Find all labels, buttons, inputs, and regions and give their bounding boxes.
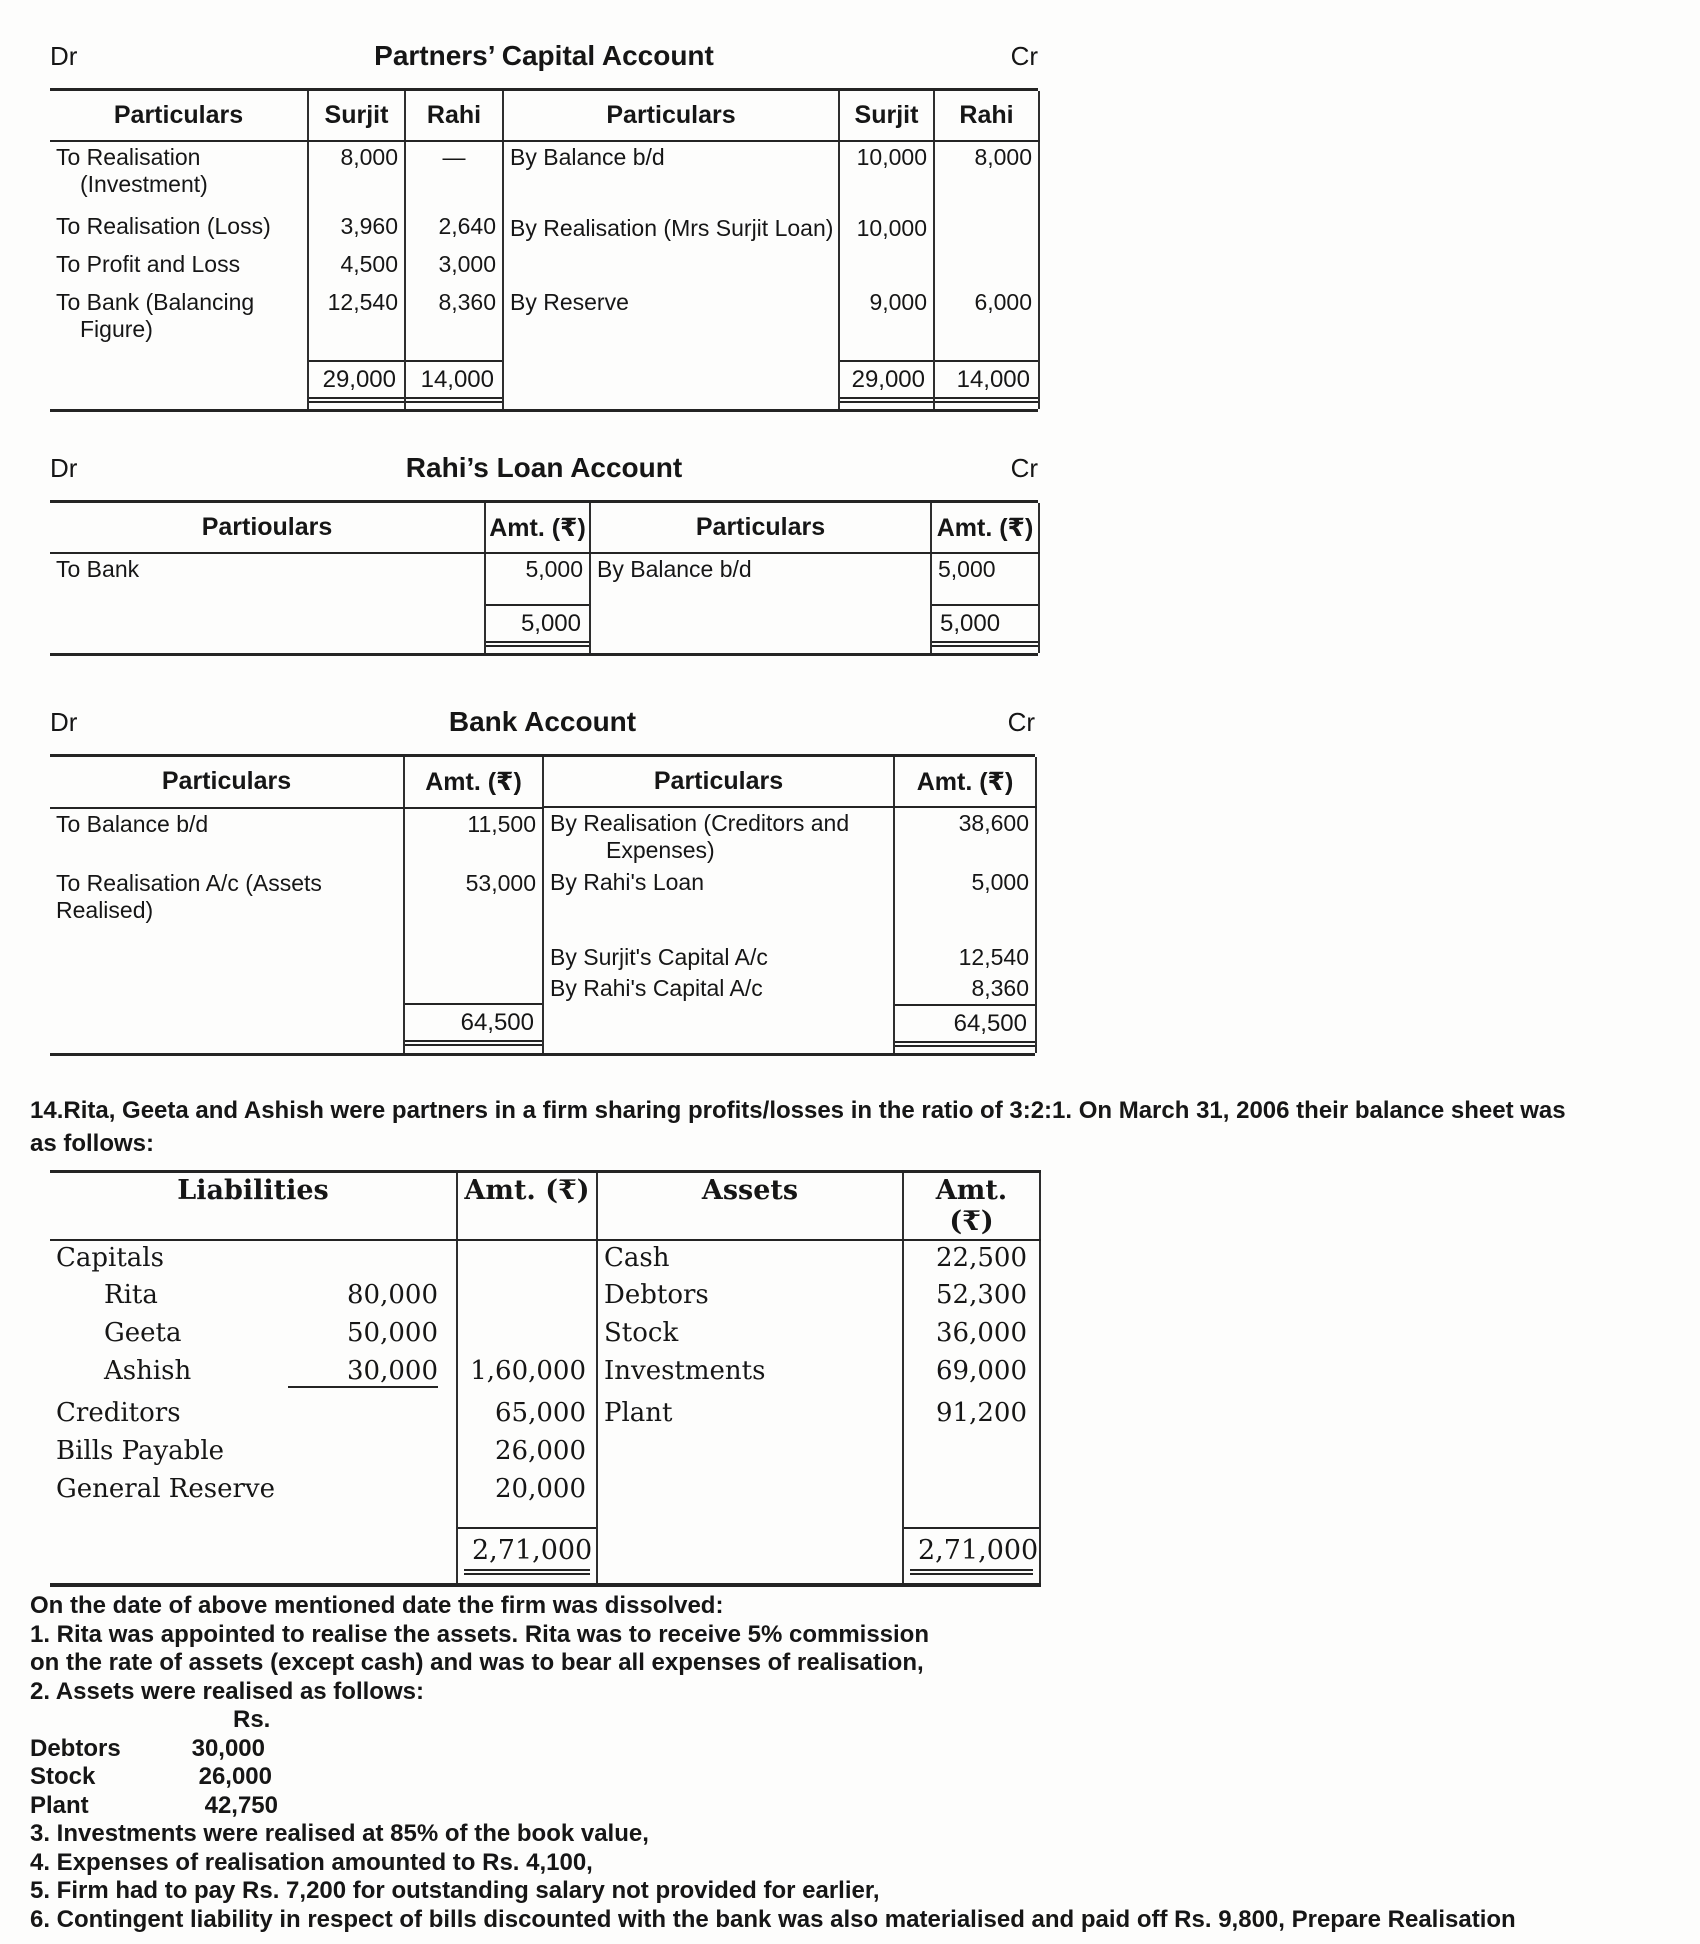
table-row — [544, 942, 1036, 973]
bank-account-section — [50, 706, 1035, 1056]
amount-cell: 5,000 — [931, 553, 1039, 605]
bank-credit-header-row — [544, 757, 1036, 807]
sub-amount: 50,000 — [347, 1318, 438, 1348]
spacer-cell — [504, 250, 839, 287]
loan-account-title: Rahi’s Loan Account — [405, 452, 683, 483]
table-row — [50, 211, 503, 249]
amount-cell: 22,500 — [903, 1240, 1040, 1278]
loan-debit-side — [50, 503, 591, 653]
capital-debit-header-row — [50, 91, 503, 141]
liability-label: Geeta 50,000 — [50, 1316, 457, 1354]
table-row — [50, 1396, 1040, 1434]
loan-credit-side — [591, 503, 1040, 653]
amount-cell: 26,000 — [457, 1434, 597, 1472]
table-row — [504, 213, 1039, 250]
total-amount-cell — [934, 361, 1039, 409]
cr-label: Cr — [1010, 41, 1038, 71]
balance-sheet-header-row — [50, 1172, 1040, 1241]
note-3: 3. Investments were realised at 85% of the book value, — [30, 1820, 649, 1847]
bank-credit-side — [544, 757, 1037, 1053]
note-6: 6. Contingent liability in respect of bills discounted with the bank was also materialised and paid off Rs. 9,800, Prepare Realisation — [30, 1905, 1516, 1933]
amount-cell: 91,200 — [903, 1396, 1040, 1434]
rs-column-header: Rs. — [233, 1706, 271, 1733]
row-label: By Realisation (Mrs Surjit Loan) — [504, 213, 839, 250]
column-header-amount: Amt. (₹) — [457, 1172, 597, 1241]
column-header-amount: Amt. (₹) — [485, 503, 590, 553]
total-amount-cell — [903, 1528, 1040, 1585]
amount-cell: 69,000 — [903, 1354, 1040, 1396]
row-label: To Realisation (Loss) — [50, 211, 308, 249]
table-row — [50, 553, 590, 605]
spacer-row — [50, 1510, 1040, 1528]
loan-account-caption — [50, 452, 1038, 484]
table-row — [504, 287, 1039, 331]
realised-row-debtors: Debtors 30,000 — [30, 1734, 265, 1762]
amount-cell: 9,000 — [839, 287, 934, 331]
note-dissolved: On the date of above mentioned date the firm was dissolved: — [30, 1592, 724, 1619]
amount-cell — [457, 1278, 597, 1316]
table-row — [591, 553, 1039, 605]
column-header-rahi: Rahi — [405, 91, 503, 141]
amount-cell — [903, 1472, 1040, 1510]
asset-label: Plant — [597, 1396, 903, 1434]
balance-sheet-table — [50, 1170, 1041, 1587]
amount-cell: 1,60,000 — [457, 1354, 597, 1396]
total-amount-cell — [485, 605, 590, 653]
amount-cell: 53,000 — [404, 868, 543, 944]
spacer-cell — [934, 250, 1039, 287]
total-amount: 64,500 — [895, 1006, 1035, 1047]
column-header-particulars: Particulars — [50, 757, 404, 808]
total-amount-cell — [457, 1528, 597, 1585]
spacer-cell — [50, 605, 485, 653]
row-label: By Balance b/d — [591, 553, 931, 605]
total-row — [591, 605, 1039, 653]
table-row — [50, 249, 503, 287]
amount-cell: 12,540 — [308, 287, 405, 361]
loan-account-table — [50, 500, 1038, 656]
spacer-cell — [504, 181, 839, 213]
column-header-amount: Amt. (₹) — [931, 503, 1039, 553]
cr-label: Cr — [1010, 453, 1038, 483]
bank-account-table — [50, 754, 1035, 1056]
column-header-surjit: Surjit — [839, 91, 934, 141]
column-header-particulars: Particulars — [504, 91, 839, 141]
amount-cell: — — [405, 141, 503, 211]
capital-account-title: Partners’ Capital Account — [374, 40, 714, 71]
capital-credit-header-row — [504, 91, 1039, 141]
total-amount-cell — [308, 361, 405, 409]
spacer-cell — [934, 181, 1039, 213]
total-row — [50, 361, 503, 409]
capital-debit-side — [50, 91, 504, 409]
table-row — [504, 141, 1039, 181]
column-header-liabilities: Liabilities — [50, 1172, 457, 1241]
cr-label: Cr — [1007, 707, 1035, 737]
spacer-row — [504, 181, 1039, 213]
total-amount: 29,000 — [840, 362, 933, 403]
bank-account-caption — [50, 706, 1035, 738]
table-row — [50, 1434, 1040, 1472]
spacer-cell — [591, 605, 931, 653]
spacer-cell — [903, 1510, 1040, 1528]
column-header-particulars: Particulars — [544, 757, 894, 807]
column-header-amount: Amt. (₹) — [894, 757, 1036, 807]
amount-cell: 11,500 — [404, 808, 543, 869]
balance-sheet-section — [50, 1170, 1041, 1587]
column-header-particulars: Partioulars — [50, 503, 485, 553]
table-row — [50, 1316, 1040, 1354]
table-row — [50, 868, 543, 944]
note-1-line-2: on the rate of assets (except cash) and was to bear all expenses of realisation, — [30, 1649, 924, 1676]
total-row — [50, 1004, 543, 1053]
amount-cell: 2,640 — [405, 211, 503, 249]
column-header-amount: Amt. (₹) — [903, 1172, 1040, 1241]
spacer-cell — [50, 1510, 457, 1528]
amount-cell: 3,960 — [308, 211, 405, 249]
asset-label — [597, 1434, 903, 1472]
total-amount: 14,000 — [406, 362, 502, 403]
liability-label: Creditors — [50, 1396, 457, 1434]
realised-row-stock: Stock 26,000 — [30, 1763, 272, 1790]
row-label: By Balance b/d — [504, 141, 839, 181]
row-label: To Realisation A/c (Assets Realised) — [50, 868, 404, 944]
table-row — [544, 867, 1036, 942]
total-row — [50, 605, 590, 653]
table-row — [50, 1354, 1040, 1396]
row-label: By Rahi's Loan — [544, 867, 894, 942]
amount-cell: 20,000 — [457, 1472, 597, 1510]
amount-cell: 52,300 — [903, 1278, 1040, 1316]
amount-cell: 36,000 — [903, 1316, 1040, 1354]
amount-cell: 38,600 — [894, 807, 1036, 867]
asset-label: Stock — [597, 1316, 903, 1354]
sub-amount: 80,000 — [347, 1280, 438, 1310]
question-line-2: as follows: — [30, 1130, 155, 1157]
amount-cell: 12,540 — [894, 942, 1036, 973]
spacer-cell — [839, 181, 934, 213]
amount-cell — [457, 1240, 597, 1278]
realised-row-plant: Plant 42,750 — [30, 1791, 278, 1819]
spacer-cell — [50, 944, 404, 1005]
total-row — [544, 1005, 1036, 1053]
question-line-1: 14.Rita, Geeta and Ashish were partners in a firm sharing profits/losses in the ratio of 3:2:1. On March 31, 2006 their balance sheet was — [30, 1097, 1566, 1124]
amount-cell: 10,000 — [839, 141, 934, 181]
table-row — [50, 287, 503, 361]
column-header-surjit: Surjit — [308, 91, 405, 141]
amount-cell: 8,360 — [405, 287, 503, 361]
total-amount-cell — [404, 1004, 543, 1053]
row-label: By Reserve — [504, 287, 839, 331]
total-amount: 5,000 — [932, 606, 1038, 647]
note-5: 5. Firm had to pay Rs. 7,200 for outstanding salary not provided for earlier, — [30, 1877, 880, 1904]
spacer-cell — [504, 361, 839, 409]
amount-cell: 5,000 — [485, 553, 590, 605]
row-label: To Profit and Loss — [50, 249, 308, 287]
sub-amount: 30,000 — [288, 1356, 438, 1388]
amount-cell: 4,500 — [308, 249, 405, 287]
row-label: To Bank (Balancing Figure) — [50, 287, 308, 361]
loan-account-section — [50, 452, 1038, 656]
liability-label: Bills Payable — [50, 1434, 457, 1472]
total-amount: 2,71,000 — [464, 1531, 590, 1575]
loan-debit-header-row — [50, 503, 590, 553]
capital-account-caption — [50, 40, 1038, 72]
table-row — [50, 141, 503, 211]
column-header-particulars: Particulars — [591, 503, 931, 553]
amount-cell: 65,000 — [457, 1396, 597, 1434]
row-label: To Realisation (Investment) — [50, 141, 308, 211]
spacer-cell — [457, 1510, 597, 1528]
total-amount: 64,500 — [405, 1005, 542, 1046]
amount-cell: 3,000 — [405, 249, 503, 287]
total-row — [50, 1528, 1040, 1585]
row-label: By Surjit's Capital A/c — [544, 942, 894, 973]
spacer-cell — [597, 1510, 903, 1528]
table-row — [50, 808, 543, 869]
spacer-cell — [50, 1528, 457, 1585]
spacer-cell — [934, 331, 1039, 361]
spacer-cell — [504, 331, 839, 361]
spacer-row — [504, 250, 1039, 287]
total-amount-cell — [931, 605, 1039, 653]
column-header-particulars: Particulars — [50, 91, 308, 141]
total-amount-cell — [405, 361, 503, 409]
row-label: To Bank — [50, 553, 485, 605]
liability-label: Ashish 30,000 — [50, 1354, 457, 1396]
amount-cell — [903, 1434, 1040, 1472]
table-row — [544, 973, 1036, 1005]
total-amount: 2,71,000 — [910, 1531, 1033, 1575]
amount-cell — [934, 213, 1039, 250]
capital-account-table — [50, 88, 1038, 412]
liability-label: General Reserve — [50, 1472, 457, 1510]
column-header-assets: Assets — [597, 1172, 903, 1241]
asset-label — [597, 1472, 903, 1510]
table-row — [50, 1240, 1040, 1278]
question-text — [30, 1094, 1680, 1160]
note-4: 4. Expenses of realisation amounted to Rs. 4,100, — [30, 1848, 593, 1876]
bank-account-title: Bank Account — [448, 706, 637, 737]
liability-label: Rita 80,000 — [50, 1278, 457, 1316]
spacer-cell — [50, 1004, 404, 1053]
amount-cell: 8,000 — [934, 141, 1039, 181]
spacer-cell — [50, 361, 308, 409]
spacer-row — [50, 944, 543, 1005]
table-row — [50, 1472, 1040, 1510]
spacer-cell — [597, 1528, 903, 1585]
total-amount-cell — [839, 361, 934, 409]
dr-label: Dr — [50, 41, 78, 71]
spacer-cell — [404, 944, 543, 1005]
bank-debit-side — [50, 757, 544, 1053]
note-1-line-1: 1. Rita was appointed to realise the assets. Rita was to receive 5% commission — [30, 1620, 930, 1648]
asset-label: Investments — [597, 1354, 903, 1396]
total-amount-cell — [894, 1005, 1036, 1053]
bank-debit-header-row — [50, 757, 543, 808]
total-amount: 29,000 — [309, 362, 404, 403]
row-label: By Rahi's Capital A/c — [544, 973, 894, 1005]
liability-label: Capitals — [50, 1240, 457, 1278]
loan-credit-header-row — [591, 503, 1039, 553]
spacer-cell — [839, 331, 934, 361]
spacer-cell — [839, 250, 934, 287]
total-amount: 5,000 — [486, 606, 589, 647]
spacer-row — [504, 331, 1039, 361]
amount-cell: 6,000 — [934, 287, 1039, 331]
capital-credit-side — [504, 91, 1040, 409]
amount-cell: 10,000 — [839, 213, 934, 250]
amount-cell: 8,360 — [894, 973, 1036, 1005]
column-header-rahi: Rahi — [934, 91, 1039, 141]
total-amount: 14,000 — [935, 362, 1038, 403]
table-row — [544, 807, 1036, 867]
row-label: By Realisation (Creditors and Expenses) — [544, 807, 894, 867]
spacer-cell — [544, 1005, 894, 1053]
amount-cell: 5,000 — [894, 867, 1036, 942]
amount-cell: 8,000 — [308, 141, 405, 211]
total-row — [504, 361, 1039, 409]
amount-cell — [457, 1316, 597, 1354]
column-header-amount: Amt. (₹) — [404, 757, 543, 808]
asset-label: Cash — [597, 1240, 903, 1278]
dissolution-notes — [30, 1592, 1690, 1934]
dr-label: Dr — [50, 453, 78, 483]
dr-label: Dr — [50, 707, 78, 737]
capital-account-section — [50, 40, 1038, 412]
row-label: To Balance b/d — [50, 808, 404, 869]
asset-label: Debtors — [597, 1278, 903, 1316]
note-2: 2. Assets were realised as follows: — [30, 1677, 424, 1705]
table-row — [50, 1278, 1040, 1316]
